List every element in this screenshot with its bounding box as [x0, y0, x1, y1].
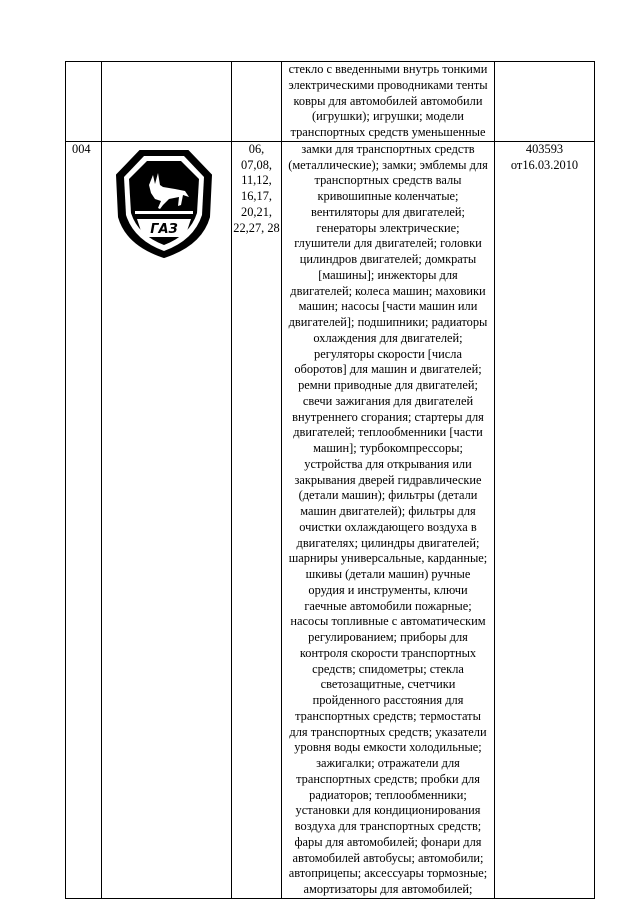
- goods-line: транспортных средств валы: [314, 173, 462, 188]
- number-cell-empty: [66, 62, 102, 142]
- goods-line: транспортных средств; термостаты: [295, 708, 481, 723]
- goods-line: машин]; турбокомпрессоры;: [313, 441, 463, 455]
- goods-line: охлаждения для двигателей;: [313, 330, 463, 345]
- goods-line: уровня воды емкости холодильные;: [294, 740, 482, 755]
- classes-cell: [232, 141, 282, 898]
- class-numbers-line: 08, 11,: [241, 157, 272, 188]
- goods-line: стекло с введенными внутрь тонкими: [288, 62, 488, 76]
- registration-line: 403593 от: [510, 141, 564, 172]
- goods-line: автоприцепы; аксессуары тормозные;: [288, 866, 488, 881]
- goods-line: [машины]; инжекторы для: [318, 267, 458, 282]
- goods-line: ковры для автомобилей автомобили: [293, 93, 483, 108]
- trademark-table: [65, 61, 595, 899]
- goods-line: кривошипные коленчатые;: [317, 189, 459, 203]
- goods-cell-continued: [282, 62, 495, 142]
- goods-line: очистки охлаждающего воздуха в: [299, 519, 477, 534]
- goods-line: регулированием; приборы для: [308, 630, 468, 644]
- goods-line: двигателей]; подшипники; радиаторы: [288, 315, 488, 329]
- goods-line: автомобилей автобусы; автомобили;: [292, 850, 484, 865]
- classes-cell-empty: [232, 62, 282, 142]
- class-numbers-line: 17, 20,: [241, 189, 272, 219]
- goods-line: оборотов] для машин и двигателей;: [294, 362, 482, 377]
- goods-line: вентиляторы для двигателей;: [311, 204, 465, 219]
- goods-line: двигателей; теплообменники [части: [293, 425, 483, 440]
- goods-line: шарниры универсальные, карданные;: [288, 551, 488, 566]
- goods-line: закрывания дверей гидравлические: [294, 472, 482, 487]
- goods-line: для транспортных средств; указатели: [289, 724, 487, 739]
- goods-line: зажигалки; отражатели для: [316, 756, 460, 770]
- goods-line: (металлические); замки; эмблемы для: [288, 157, 488, 172]
- goods-line: двигателях; цилиндры двигателей;: [296, 535, 480, 550]
- goods-line: фары для автомобилей; фонари для: [294, 834, 482, 849]
- goods-line: средств; спидометры; стекла: [312, 661, 464, 676]
- goods-line: насосы топливные с автоматическим: [290, 614, 486, 629]
- goods-line: глушители для двигателей; головки: [294, 236, 482, 251]
- goods-line: пройденного расстояния для: [312, 693, 464, 707]
- goods-line: воздуха для транспортных средств;: [294, 819, 482, 833]
- goods-line: ремни приводные для двигателей;: [298, 378, 478, 392]
- goods-line: (игрушки); игрушки; модели: [312, 109, 464, 124]
- registration-cell-empty: [495, 62, 595, 142]
- goods-line: транспортных средств; пробки для: [296, 771, 480, 786]
- gaz-emblem-icon: [105, 145, 223, 263]
- class-numbers-line: 06, 07,: [241, 141, 265, 172]
- goods-line: светозащитные, счетчики: [320, 677, 456, 692]
- goods-line: машин; насосы [части машин или: [298, 299, 478, 314]
- entry-number: 004: [66, 141, 102, 898]
- goods-line: генераторы электрические;: [316, 220, 460, 235]
- logo-lettering: ГАЗ: [150, 221, 178, 237]
- goods-line: гаечные автомобили пожарные;: [304, 598, 472, 613]
- goods-line: устройства для открывания или: [304, 456, 472, 471]
- registration-cell: [495, 141, 595, 898]
- goods-line: транспортных средств уменьшенные: [290, 125, 486, 139]
- goods-line: регуляторы скорости [числа: [314, 346, 462, 361]
- goods-line: внутреннего сгорания; стартеры для: [292, 409, 484, 424]
- image-cell-empty: [102, 62, 232, 142]
- goods-line: (детали машин); фильтры (детали: [298, 488, 478, 503]
- class-numbers-line: 21, 22,: [233, 204, 272, 235]
- trademark-image-cell: [102, 141, 232, 898]
- goods-line: электрическими проводниками тенты: [288, 77, 488, 92]
- goods-line: шкивы (детали машин) ручные: [305, 567, 471, 581]
- goods-line: амортизаторы для автомобилей;: [303, 882, 473, 896]
- goods-line: свечи зажигания для двигателей: [302, 393, 474, 408]
- goods-line: установки для кондиционирования: [295, 803, 481, 818]
- goods-cell: [282, 141, 495, 898]
- table-row-continued: [66, 62, 595, 142]
- table-row: [66, 141, 595, 898]
- goods-line: контроля скорости транспортных: [299, 645, 477, 660]
- goods-line: цилиндров двигателей; домкраты: [299, 252, 477, 266]
- class-numbers-line: 12, 16,: [241, 173, 272, 203]
- registration-line: 16.03.2010: [522, 157, 579, 172]
- goods-line: орудия и инструменты, ключи: [308, 582, 468, 597]
- class-numbers-line: 27, 28: [248, 220, 280, 235]
- goods-line: двигателей; колеса машин; маховики: [290, 283, 486, 298]
- goods-line: замки для транспортных средств: [301, 141, 475, 156]
- goods-line: машин двигателей); фильтры для: [300, 504, 476, 518]
- goods-line: радиаторов; теплообменники;: [309, 787, 467, 802]
